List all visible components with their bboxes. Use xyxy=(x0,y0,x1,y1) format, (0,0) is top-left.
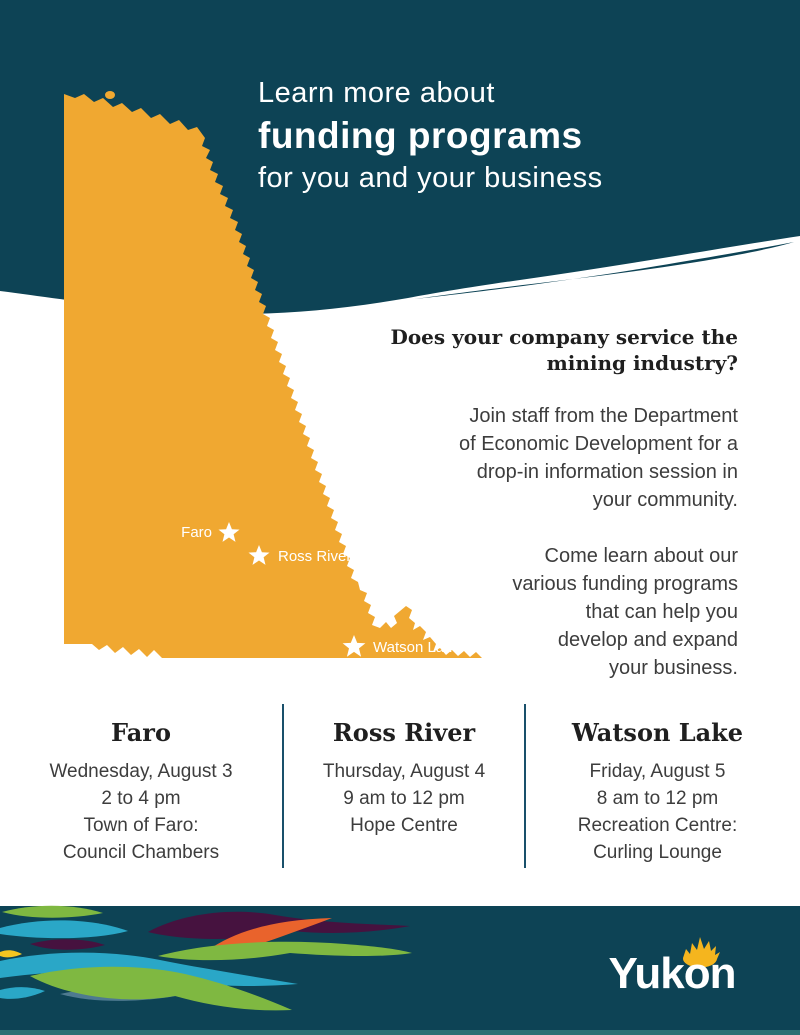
session-faro-time: 2 to 4 pm xyxy=(101,788,181,809)
intro-heading-line1: Does your company service the xyxy=(390,325,738,349)
map-island-dot xyxy=(105,91,115,99)
session-ross-river xyxy=(293,704,515,839)
intro-p2-line5: your business. xyxy=(609,657,738,679)
sessions-section xyxy=(0,704,800,874)
session-faro-venue1: Town of Faro: xyxy=(83,815,199,836)
map-label-ross-river: Ross River xyxy=(278,548,352,565)
yukon-logo-text: Yukon xyxy=(608,949,736,998)
session-faro xyxy=(10,704,272,866)
session-ross-river-date: Thursday, August 4 xyxy=(322,761,486,782)
intro-p2-line4: develop and expand xyxy=(557,629,738,651)
intro-p2-line1: Come learn about our xyxy=(544,545,738,567)
intro-p2-line3: that can help you xyxy=(585,601,738,623)
intro-heading xyxy=(391,324,739,376)
session-ross-river-title: Ross River xyxy=(332,718,476,747)
column-divider-1 xyxy=(282,704,284,868)
column-divider-2 xyxy=(524,704,526,868)
footer-bottom-strip xyxy=(0,1030,800,1035)
session-watson-lake-title: Watson Lake xyxy=(571,718,744,747)
header-title-line1: Learn more about xyxy=(258,77,495,109)
session-ross-river-time: 9 am to 12 pm xyxy=(343,788,465,809)
session-faro-title: Faro xyxy=(111,718,171,747)
intro-p1-line2: of Economic Development for a xyxy=(458,433,738,455)
session-watson-lake-venue2: Curling Lounge xyxy=(593,842,722,863)
map-label-watson-lake: Watson Lake xyxy=(373,639,460,656)
session-faro-venue2: Council Chambers xyxy=(62,842,220,863)
intro-paragraph-2 xyxy=(391,542,739,682)
session-ross-river-venue: Hope Centre xyxy=(350,815,458,836)
intro-block xyxy=(391,324,739,710)
session-watson-lake xyxy=(535,704,780,866)
header-title-line3: for you and your business xyxy=(258,162,603,194)
session-faro-date: Wednesday, August 3 xyxy=(49,761,233,782)
map-label-faro: Faro xyxy=(181,524,212,541)
session-watson-lake-time: 8 am to 12 pm xyxy=(596,788,719,809)
intro-p2-line2: various funding programs xyxy=(512,573,738,595)
header-title-line2: funding programs xyxy=(258,115,583,156)
footer-band xyxy=(0,906,800,1035)
session-watson-lake-date: Friday, August 5 xyxy=(589,761,726,782)
intro-paragraph-1 xyxy=(391,402,739,514)
intro-p1-line3: drop-in information session in xyxy=(476,461,738,483)
intro-p1-line4: your community. xyxy=(592,489,738,511)
header-title xyxy=(258,74,603,198)
intro-p1-line1: Join staff from the Department xyxy=(469,405,738,427)
session-watson-lake-venue1: Recreation Centre: xyxy=(577,815,738,836)
intro-heading-line2: mining industry? xyxy=(546,351,738,375)
